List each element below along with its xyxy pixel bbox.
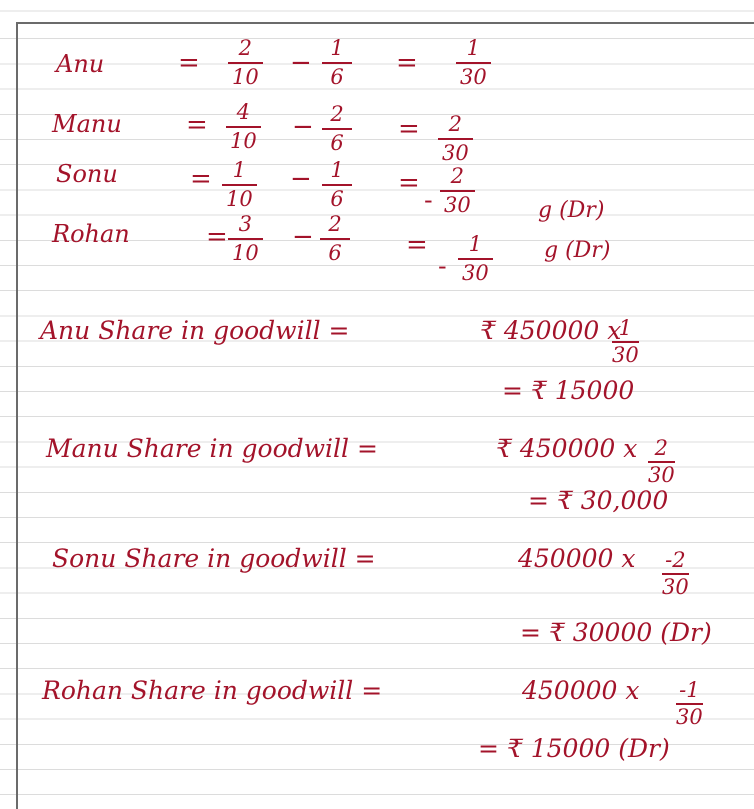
result-fraction <box>458 234 493 284</box>
equals-sign: = <box>206 222 228 252</box>
fraction-bar <box>226 126 261 128</box>
fraction-bar <box>322 62 352 64</box>
row-name: Anu <box>56 50 105 78</box>
fraction-bar <box>320 238 350 240</box>
result-fraction <box>440 166 475 216</box>
numerator: 2 <box>448 112 463 136</box>
fraction-bar <box>322 128 352 130</box>
goodwill-expression: ₹ 450000 x <box>480 316 622 345</box>
equals-sign: = <box>396 48 418 78</box>
goodwill-label: Rohan Share in goodwill = <box>42 676 383 705</box>
goodwill-label: Manu Share in goodwill = <box>46 434 378 463</box>
minus-sign: − <box>292 112 314 142</box>
numerator: 1 <box>468 232 483 256</box>
goodwill-label: Sonu Share in goodwill = <box>52 544 376 573</box>
goodwill-expression: ₹ 450000 x <box>496 434 638 463</box>
denominator: 6 <box>328 241 342 265</box>
goodwill-expression: 450000 x <box>522 676 640 705</box>
fraction-bar <box>322 184 352 186</box>
goodwill-fraction <box>648 438 675 486</box>
equals-sign: = <box>398 114 420 144</box>
numerator: 4 <box>236 100 251 124</box>
fraction <box>320 214 350 264</box>
numerator: -1 <box>679 678 700 702</box>
numerator: 2 <box>238 36 253 60</box>
numerator: 2 <box>654 436 669 460</box>
numerator: 1 <box>330 158 344 182</box>
fraction-bar <box>458 258 493 260</box>
denominator: 30 <box>442 141 469 165</box>
numerator: 2 <box>328 212 342 236</box>
goodwill-result: = ₹ 30000 (Dr) <box>520 618 712 647</box>
goodwill-result: = ₹ 15000 <box>502 376 635 405</box>
denominator: 6 <box>330 131 344 155</box>
row-name: Rohan <box>52 220 130 248</box>
row-name: Sonu <box>56 160 118 188</box>
fraction-bar <box>228 238 263 240</box>
debit-note: g (Dr) <box>538 198 605 223</box>
equals-sign: = <box>398 168 420 198</box>
goodwill-label: Anu Share in goodwill = <box>40 316 350 345</box>
numerator: 1 <box>466 36 481 60</box>
fraction <box>322 104 352 154</box>
goodwill-result: = ₹ 15000 (Dr) <box>478 734 670 763</box>
numerator: 1 <box>618 316 633 340</box>
equals-sign: = <box>178 48 200 78</box>
fraction <box>226 102 261 152</box>
fraction <box>228 38 263 88</box>
equals-sign: = <box>190 164 212 194</box>
numerator: 2 <box>330 102 344 126</box>
numerator: 1 <box>232 158 247 182</box>
denominator: 30 <box>444 193 471 217</box>
denominator: 10 <box>226 187 253 211</box>
denominator: 10 <box>232 241 259 265</box>
goodwill-fraction <box>676 680 703 728</box>
fraction <box>222 160 257 210</box>
minus-sign: − <box>290 48 312 78</box>
numerator: 3 <box>238 212 253 236</box>
denominator: 30 <box>462 261 489 285</box>
equals-sign: = <box>186 110 208 140</box>
fraction <box>322 160 352 210</box>
result-fraction <box>438 114 473 164</box>
numerator: -2 <box>665 548 686 572</box>
fraction-bar <box>222 184 257 186</box>
debit-note: g (Dr) <box>544 238 611 263</box>
negative-sign: - <box>438 252 447 280</box>
denominator: 30 <box>648 463 675 487</box>
fraction-bar <box>456 62 491 64</box>
goodwill-result: = ₹ 30,000 <box>528 486 669 515</box>
minus-sign: − <box>292 222 314 252</box>
denominator: 30 <box>662 575 689 599</box>
result-fraction <box>456 38 491 88</box>
negative-sign: - <box>424 186 433 214</box>
denominator: 30 <box>676 705 703 729</box>
numerator: 1 <box>330 36 344 60</box>
fraction-bar <box>438 138 473 140</box>
fraction <box>228 214 263 264</box>
row-name: Manu <box>52 110 122 138</box>
goodwill-fraction <box>662 550 689 598</box>
denominator: 10 <box>232 65 259 89</box>
minus-sign: − <box>290 164 312 194</box>
fraction-bar <box>440 190 475 192</box>
goodwill-expression: 450000 x <box>518 544 636 573</box>
denominator: 6 <box>330 187 344 211</box>
equals-sign: = <box>406 230 428 260</box>
denominator: 6 <box>330 65 344 89</box>
numerator: 2 <box>450 164 465 188</box>
denominator: 30 <box>612 343 639 367</box>
denominator: 10 <box>230 129 257 153</box>
fraction-bar <box>228 62 263 64</box>
goodwill-fraction <box>612 318 639 366</box>
denominator: 30 <box>460 65 487 89</box>
fraction <box>322 38 352 88</box>
